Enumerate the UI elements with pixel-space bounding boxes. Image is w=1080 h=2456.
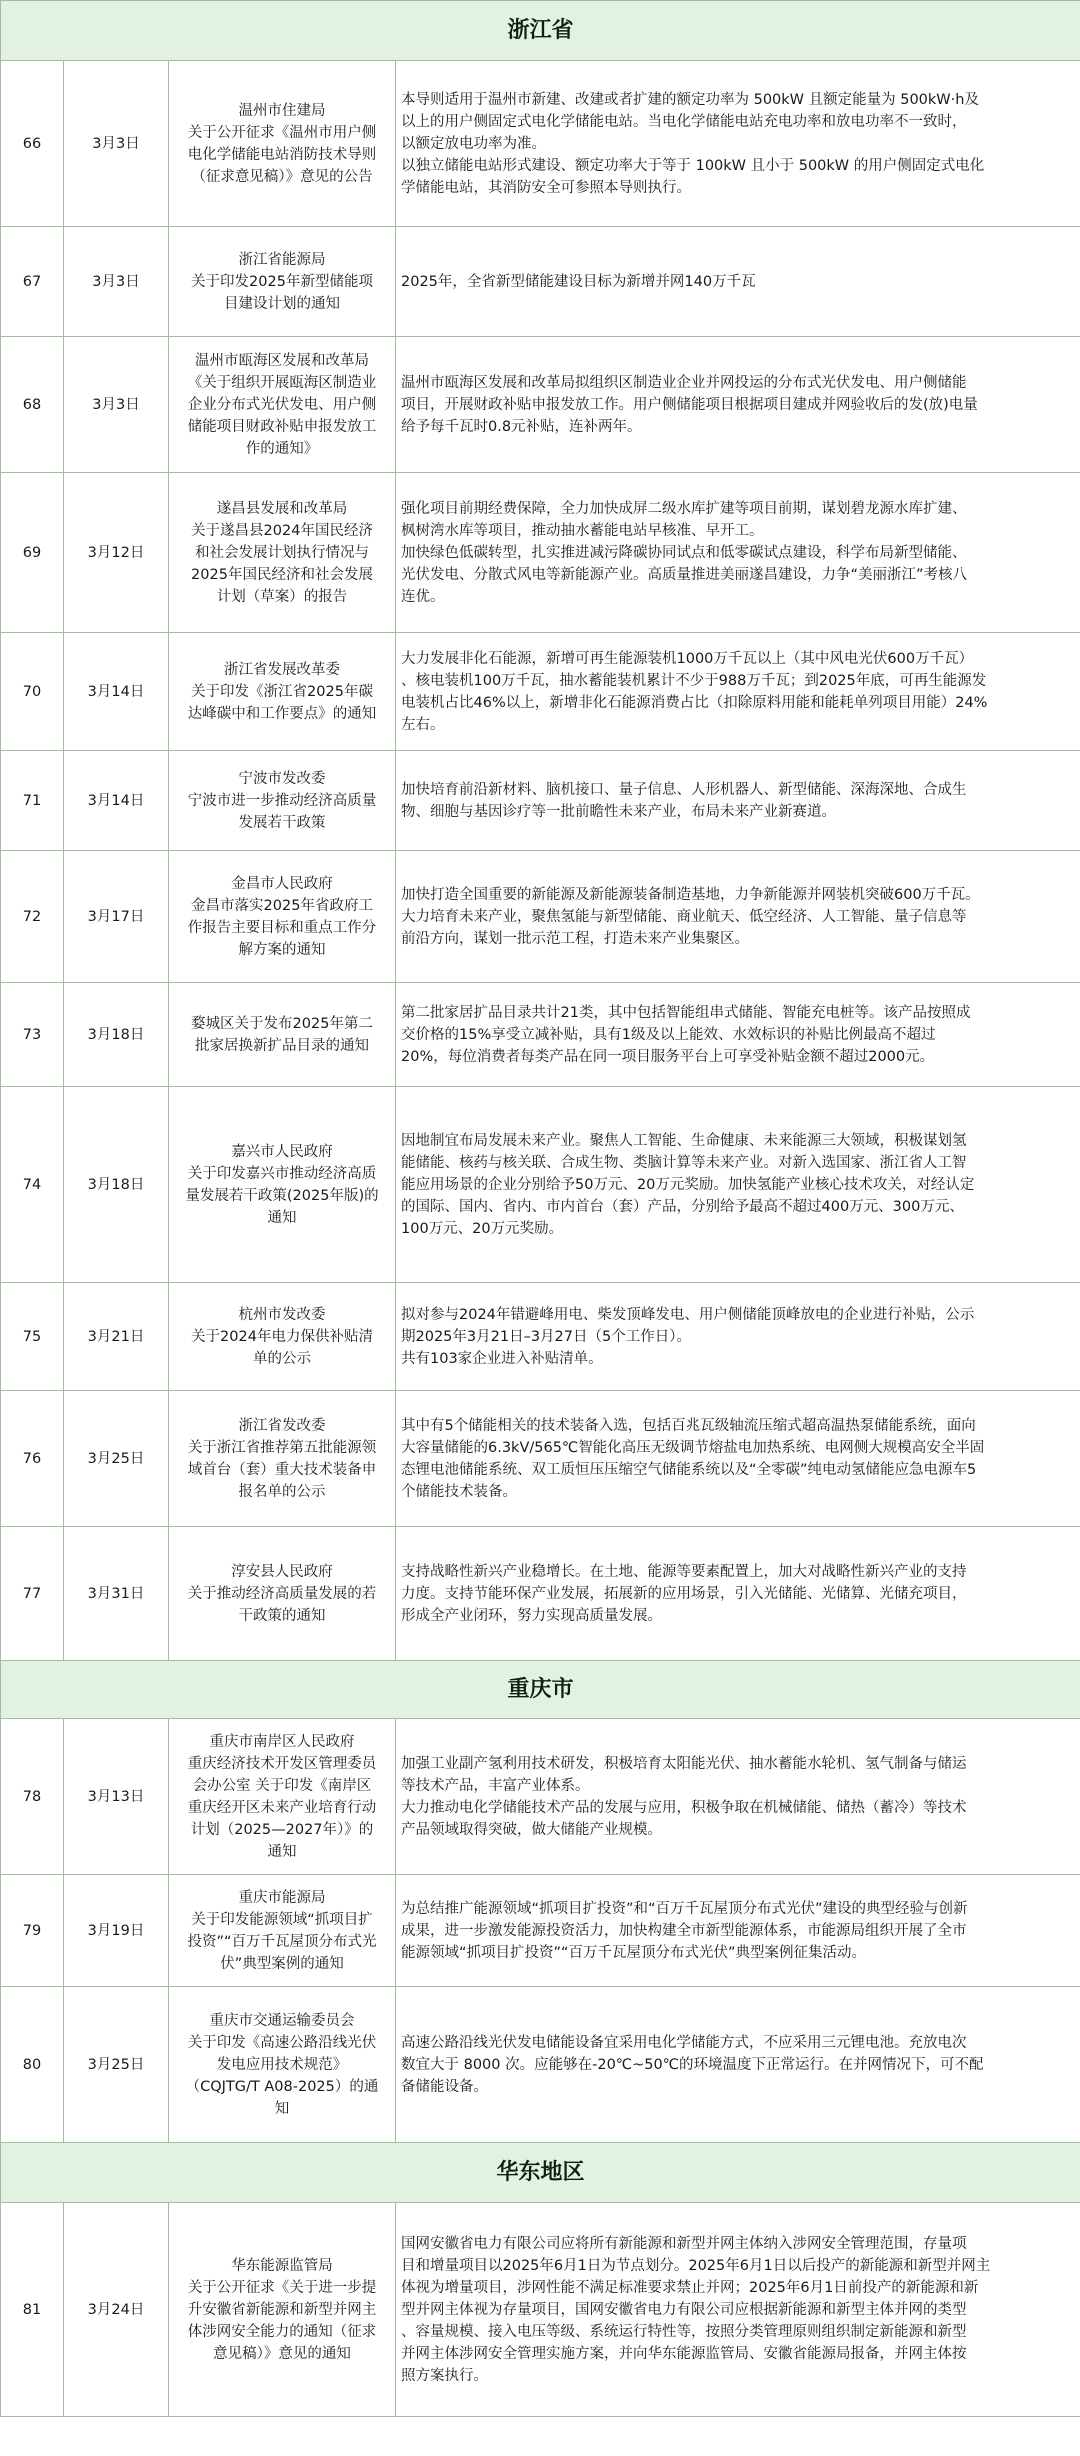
row-number: 71 bbox=[1, 751, 64, 851]
table-row bbox=[1, 61, 1080, 227]
row-date: 3月18日 bbox=[64, 1087, 169, 1283]
row-number: 79 bbox=[1, 1875, 64, 1987]
row-number: 66 bbox=[1, 61, 64, 227]
content-line: 前沿方向，谋划一批示范工程，打造未来产业集聚区。 bbox=[401, 930, 749, 947]
title-line: 伏”典型案例的通知 bbox=[220, 1955, 344, 1972]
title-line: 关于2024年电力保供补贴清 bbox=[191, 1328, 373, 1345]
title-line: 温州市住建局 bbox=[238, 102, 326, 119]
content-line: 大力推动电化学储能技术产品的发展与应用，积极争取在机械储能、储热（蓄冷）等技术 bbox=[401, 1799, 967, 1816]
table-row bbox=[1, 1283, 1080, 1391]
row-content bbox=[396, 1391, 1080, 1527]
title-line: 发电应用技术规范》 bbox=[216, 2056, 348, 2073]
title-line: 金昌市落实2025年省政府工 bbox=[191, 897, 373, 914]
table-row bbox=[1, 1391, 1080, 1527]
title-line: 投资”“百万千瓦屋顶分布式光 bbox=[187, 1933, 377, 1950]
row-title bbox=[169, 1987, 396, 2143]
content-line: 加强工业副产氢利用技术研发，积极培育太阳能光伏、抽水蓄能水轮机、氢气制备与储运 bbox=[401, 1755, 967, 1772]
title-line: 体涉网安全能力的通知（征求 bbox=[187, 2323, 377, 2340]
content-line: 拟对参与2024年错避峰用电、柴发顶峰发电、用户侧储能顶峰放电的企业进行补贴，公示 bbox=[401, 1306, 975, 1323]
content-line: 成果，进一步激发能源投资活力，加快构建全市新型能源体系，市能源局组织开展了全市 bbox=[401, 1922, 967, 1939]
row-content bbox=[396, 983, 1080, 1087]
title-line: 作的通知》 bbox=[245, 440, 319, 457]
row-date: 3月3日 bbox=[64, 61, 169, 227]
row-content bbox=[396, 633, 1080, 751]
row-content bbox=[396, 1283, 1080, 1391]
content-line: 能源领域“抓项目扩投资”“百万千瓦屋顶分布式光伏”典型案例征集活动。 bbox=[401, 1944, 867, 1961]
content-line: 光伏发电、分散式风电等新能源产业。高质量推进美丽遂昌建设，力争“美丽浙江”考核八 bbox=[401, 566, 968, 583]
content-line: 其中有5个储能相关的技术装备入选，包括百兆瓦级轴流压缩式超高温热泵储能系统，面向 bbox=[401, 1417, 976, 1434]
title-line: 关于印发2025年新型储能项 bbox=[191, 273, 373, 290]
content-line: 体视为增量项目，涉网性能不满足标准要求禁止并网；2025年6月1日前投产的新能源和新 bbox=[401, 2279, 979, 2296]
title-line: 关于公开征求《关于进一步提 bbox=[187, 2279, 377, 2296]
content-line: 国网安徽省电力有限公司应将所有新能源和新型并网主体纳入涉网安全管理范围，存量项 bbox=[401, 2235, 967, 2252]
row-date: 3月25日 bbox=[64, 1987, 169, 2143]
title-line: 通知 bbox=[267, 1209, 297, 1226]
title-line: 计划（草案）的报告 bbox=[216, 588, 348, 605]
content-line: 态锂电池储能系统、双工质恒压压缩空气储能系统以及“全零碳”纯电动氢储能应急电源车5 bbox=[401, 1461, 977, 1478]
row-title bbox=[169, 1527, 396, 1661]
row-number: 67 bbox=[1, 227, 64, 337]
row-content bbox=[396, 751, 1080, 851]
title-line: 会办公室 关于印发《南岸区 bbox=[192, 1777, 372, 1794]
title-line: 杭州市发改委 bbox=[238, 1306, 326, 1323]
row-title bbox=[169, 1391, 396, 1527]
title-line: 量发展若干政策(2025年版)的 bbox=[185, 1187, 379, 1204]
row-number: 75 bbox=[1, 1283, 64, 1391]
title-line: 意见稿）》意见的通知 bbox=[213, 2345, 351, 2362]
content-line: 加快打造全国重要的新能源及新能源装备制造基地，力争新能源并网装机突破600万千瓦。 bbox=[401, 886, 980, 903]
row-number: 74 bbox=[1, 1087, 64, 1283]
content-line: 100万元、20万元奖励。 bbox=[401, 1220, 564, 1237]
row-number: 68 bbox=[1, 337, 64, 473]
content-line: 20%，每位消费者每类产品在同一项目服务平台上可享受补贴金额不超过2000元。 bbox=[401, 1048, 935, 1065]
row-content bbox=[396, 851, 1080, 983]
row-content bbox=[396, 1087, 1080, 1283]
row-number: 69 bbox=[1, 473, 64, 633]
row-date: 3月24日 bbox=[64, 2203, 169, 2417]
content-line: 型并网主体视为存量项目，国网安徽省电力有限公司应根据新能源和新型主体并网的类型 bbox=[401, 2301, 967, 2318]
row-date: 3月3日 bbox=[64, 227, 169, 337]
row-number: 73 bbox=[1, 983, 64, 1087]
title-line: 关于印发能源领域“抓项目扩 bbox=[191, 1911, 373, 1928]
table-body bbox=[1, 1, 1080, 2417]
title-line: （CQJTG/T A08-2025）的通 bbox=[185, 2078, 379, 2095]
content-line: 大容量储能的6.3kV/565℃智能化高压无级调节熔盐电加热系统、电网侧大规模高安全半固 bbox=[401, 1439, 985, 1456]
content-line: 产品领域取得突破，做大储能产业规模。 bbox=[401, 1821, 662, 1838]
title-line: 浙江省能源局 bbox=[238, 251, 326, 268]
title-line: 重庆经开区未来产业培育行动 bbox=[187, 1799, 377, 1816]
section-title: 浙江省 bbox=[1, 1, 1080, 61]
title-line: 关于推动经济高质量发展的若 bbox=[187, 1585, 377, 1602]
row-content bbox=[396, 473, 1080, 633]
row-title bbox=[169, 337, 396, 473]
content-line: 能储能、核药与核关联、合成生物、类脑计算等未来产业。对新入选国家、浙江省人工智 bbox=[401, 1154, 967, 1171]
row-title bbox=[169, 983, 396, 1087]
row-content bbox=[396, 1719, 1080, 1875]
title-line: 关于遂昌县2024年国民经济 bbox=[191, 522, 373, 539]
title-line: 目建设计划的通知 bbox=[224, 295, 340, 312]
title-line: 批家居换新扩品目录的通知 bbox=[195, 1037, 369, 1054]
row-number: 80 bbox=[1, 1987, 64, 2143]
content-line: 等技术产品，丰富产业体系。 bbox=[401, 1777, 590, 1794]
content-line: 目和增量项目以2025年6月1日为节点划分。2025年6月1日以后投产的新能源和新型并网主 bbox=[401, 2257, 991, 2274]
table-row bbox=[1, 983, 1080, 1087]
title-line: 重庆市南岸区人民政府 bbox=[209, 1733, 355, 1750]
title-line: 金昌市人民政府 bbox=[231, 875, 333, 892]
table-row bbox=[1, 473, 1080, 633]
row-number: 72 bbox=[1, 851, 64, 983]
row-title bbox=[169, 2203, 396, 2417]
title-line: 关于印发《浙江省2025年碳 bbox=[191, 683, 373, 700]
title-line: 2025年国民经济和社会发展 bbox=[191, 566, 373, 583]
content-line: 温州市瓯海区发展和改革局拟组织区制造业企业并网投运的分布式光伏发电、用户侧储能 bbox=[401, 374, 967, 391]
row-content bbox=[396, 227, 1080, 337]
title-line: 报名单的公示 bbox=[238, 1483, 326, 1500]
table-row bbox=[1, 1875, 1080, 1987]
title-line: 关于印发嘉兴市推动经济高质 bbox=[187, 1165, 377, 1182]
title-line: 干政策的通知 bbox=[238, 1607, 326, 1624]
title-line: 华东能源监管局 bbox=[231, 2257, 333, 2274]
row-title bbox=[169, 473, 396, 633]
content-line: 照方案执行。 bbox=[401, 2367, 488, 2384]
content-line: 大力培育未来产业，聚焦氢能与新型储能、商业航天、低空经济、人工智能、量子信息等 bbox=[401, 908, 967, 925]
title-line: 电化学储能电站消防技术导则 bbox=[187, 146, 377, 163]
row-date: 3月13日 bbox=[64, 1719, 169, 1875]
content-line: 枫树湾水库等项目，推动抽水蓄能电站早核准、早开工。 bbox=[401, 522, 764, 539]
row-title bbox=[169, 61, 396, 227]
title-line: 通知 bbox=[267, 1843, 297, 1860]
title-line: 重庆经济技术开发区管理委员 bbox=[187, 1755, 377, 1772]
content-line: 的国际、国内、省内、市内首台（套）产品，分别给予最高不超过400万元、300万元、 bbox=[401, 1198, 964, 1215]
title-line: 遂昌县发展和改革局 bbox=[216, 500, 348, 517]
table-row bbox=[1, 1987, 1080, 2143]
title-line: 和社会发展计划执行情况与 bbox=[195, 544, 369, 561]
title-line: 淳安县人民政府 bbox=[231, 1563, 333, 1580]
content-line: 本导则适用于温州市新建、改建或者扩建的额定功率为 500kW 且额定能量为 500kW·h及 bbox=[401, 91, 979, 108]
row-date: 3月21日 bbox=[64, 1283, 169, 1391]
row-content bbox=[396, 1875, 1080, 1987]
row-title bbox=[169, 1875, 396, 1987]
content-line: 交价格的15%享受立减补贴，具有1级及以上能效、水效标识的补贴比例最高不超过 bbox=[401, 1026, 936, 1043]
title-line: 单的公示 bbox=[253, 1350, 311, 1367]
content-line: 高速公路沿线光伏发电储能设备宜采用电化学储能方式，不应采用三元锂电池。充放电次 bbox=[401, 2034, 967, 2051]
title-line: 宁波市进一步推动经济高质量 bbox=[187, 792, 377, 809]
row-content bbox=[396, 61, 1080, 227]
content-line: 形成全产业闭环，努力实现高质量发展。 bbox=[401, 1607, 662, 1624]
section-title: 华东地区 bbox=[1, 2143, 1080, 2203]
content-line: 连优。 bbox=[401, 588, 445, 605]
row-content bbox=[396, 2203, 1080, 2417]
row-content bbox=[396, 1987, 1080, 2143]
table-row bbox=[1, 633, 1080, 751]
title-line: 宁波市发改委 bbox=[238, 770, 326, 787]
content-line: 、容量规模、接入电压等级、系统运行特性等，按照分类管理原则组织制定新能源和新型 bbox=[401, 2323, 967, 2340]
title-line: 计划（2025—2027年）》的 bbox=[190, 1821, 374, 1838]
content-line: 加快培育前沿新材料、脑机接口、量子信息、人形机器人、新型储能、深海深地、合成生 bbox=[401, 781, 967, 798]
content-line: 以额定放电功率为准。 bbox=[401, 135, 546, 152]
title-line: 嘉兴市人民政府 bbox=[231, 1143, 333, 1160]
row-date: 3月18日 bbox=[64, 983, 169, 1087]
title-line: 关于公开征求《温州市用户侧 bbox=[187, 124, 377, 141]
title-line: 发展若干政策 bbox=[238, 814, 326, 831]
title-line: 关于浙江省推荐第五批能源领 bbox=[187, 1439, 377, 1456]
content-line: 加快绿色低碳转型，扎实推进减污降碳协同试点和低零碳试点建设，科学布局新型储能、 bbox=[401, 544, 967, 561]
row-content bbox=[396, 337, 1080, 473]
content-line: 个储能技术装备。 bbox=[401, 1483, 517, 1500]
section-title: 重庆市 bbox=[1, 1661, 1080, 1719]
row-title bbox=[169, 751, 396, 851]
content-line: 力度。支持节能环保产业发展，拓展新的应用场景，引入光储能、光储算、光储充项目， bbox=[401, 1585, 967, 1602]
table-row bbox=[1, 1719, 1080, 1875]
row-date: 3月17日 bbox=[64, 851, 169, 983]
section-header-chongqing bbox=[1, 1661, 1080, 1719]
table-row bbox=[1, 851, 1080, 983]
row-title bbox=[169, 1283, 396, 1391]
title-line: 达峰碳中和工作要点》的通知 bbox=[187, 705, 377, 722]
title-line: 知 bbox=[274, 2100, 290, 2117]
content-line: 学储能电站，其消防安全可参照本导则执行。 bbox=[401, 179, 691, 196]
content-line: 为总结推广能源领域“抓项目扩投资”和“百万千瓦屋顶分布式光伏”建设的典型经验与创新 bbox=[401, 1900, 968, 1917]
row-title bbox=[169, 1719, 396, 1875]
content-line: 项目，开展财政补贴申报发放工作。用户侧储能项目根据项目建成并网验收后的发(放)电量 bbox=[401, 396, 978, 413]
row-number: 77 bbox=[1, 1527, 64, 1661]
table-row bbox=[1, 337, 1080, 473]
content-line: 备储能设备。 bbox=[401, 2078, 488, 2095]
title-line: 重庆市交通运输委员会 bbox=[209, 2012, 355, 2029]
row-title bbox=[169, 227, 396, 337]
section-header-zhejiang bbox=[1, 1, 1080, 61]
row-date: 3月3日 bbox=[64, 337, 169, 473]
content-line: 左右。 bbox=[401, 716, 445, 733]
content-line: 2025年，全省新型储能建设目标为新增并网140万千瓦 bbox=[401, 273, 756, 290]
row-title bbox=[169, 851, 396, 983]
table-row bbox=[1, 1087, 1080, 1283]
content-line: 以独立储能电站形式建设、额定功率大于等于 100kW 且小于 500kW 的用户侧固定式电化 bbox=[401, 157, 985, 174]
content-line: 因地制宜布局发展未来产业。聚焦人工智能、生命健康、未来能源三大领域，积极谋划氢 bbox=[401, 1132, 967, 1149]
section-header-east-china bbox=[1, 2143, 1080, 2203]
content-line: 电装机占比46%以上，新增非化石能源消费占比（扣除原料用能和能耗单列项目用能）24% bbox=[401, 694, 988, 711]
content-line: 期2025年3月21日–3月27日（5个工作日）。 bbox=[401, 1328, 691, 1345]
content-line: 、核电装机100万千瓦，抽水蓄能装机累计不少于988万千瓦；到2025年底，可再生能源发 bbox=[401, 672, 987, 689]
content-line: 物、细胞与基因诊疗等一批前瞻性未来产业，布局未来产业新赛道。 bbox=[401, 803, 836, 820]
title-line: 储能项目财政补贴申报发放工 bbox=[187, 418, 377, 435]
title-line: 升安徽省新能源和新型并网主 bbox=[187, 2301, 377, 2318]
table-row bbox=[1, 1527, 1080, 1661]
row-date: 3月12日 bbox=[64, 473, 169, 633]
title-line: （征求意见稿）》意见的公告 bbox=[191, 168, 373, 185]
row-title bbox=[169, 633, 396, 751]
row-number: 81 bbox=[1, 2203, 64, 2417]
content-line: 并网主体涉网安全管理实施方案，并向华东能源监管局、安徽省能源局报备，并网主体按 bbox=[401, 2345, 967, 2362]
title-line: 温州市瓯海区发展和改革局 bbox=[195, 352, 369, 369]
row-date: 3月14日 bbox=[64, 751, 169, 851]
content-line: 大力发展非化石能源，新增可再生能源装机1000万千瓦以上（其中风电光伏600万千瓦） bbox=[401, 650, 974, 667]
content-line: 支持战略性新兴产业稳增长。在土地、能源等要素配置上，加大对战略性新兴产业的支持 bbox=[401, 1563, 967, 1580]
row-number: 70 bbox=[1, 633, 64, 751]
title-line: 浙江省发展改革委 bbox=[224, 661, 340, 678]
title-line: 浙江省发改委 bbox=[238, 1417, 326, 1434]
title-line: 域首台（套）重大技术装备申 bbox=[187, 1461, 377, 1478]
row-number: 76 bbox=[1, 1391, 64, 1527]
content-line: 给予每千瓦时0.8元补贴，连补两年。 bbox=[401, 418, 642, 435]
content-line: 强化项目前期经费保障，全力加快成屏二级水库扩建等项目前期，谋划碧龙源水库扩建、 bbox=[401, 500, 967, 517]
row-date: 3月31日 bbox=[64, 1527, 169, 1661]
title-line: 关于印发《高速公路沿线光伏 bbox=[187, 2034, 377, 2051]
row-number: 78 bbox=[1, 1719, 64, 1875]
row-content bbox=[396, 1527, 1080, 1661]
table-row bbox=[1, 2203, 1080, 2417]
title-line: 婺城区关于发布2025年第二 bbox=[191, 1015, 373, 1032]
row-date: 3月19日 bbox=[64, 1875, 169, 1987]
title-line: 企业分布式光伏发电、用户侧 bbox=[187, 396, 377, 413]
title-line: 作报告主要目标和重点工作分 bbox=[187, 919, 377, 936]
table-row bbox=[1, 751, 1080, 851]
row-date: 3月25日 bbox=[64, 1391, 169, 1527]
title-line: 《关于组织开展瓯海区制造业 bbox=[187, 374, 377, 391]
content-line: 共有103家企业进入补贴清单。 bbox=[401, 1350, 603, 1367]
title-line: 重庆市能源局 bbox=[238, 1889, 326, 1906]
content-line: 能应用场景的企业分别给予50万元、20万元奖励。加快氢能产业核心技术攻关，对经认定 bbox=[401, 1176, 975, 1193]
table-row bbox=[1, 227, 1080, 337]
title-line: 解方案的通知 bbox=[238, 941, 326, 958]
row-title bbox=[169, 1087, 396, 1283]
content-line: 第二批家居扩品目录共计21类，其中包括智能组串式储能、智能充电桩等。该产品按照成 bbox=[401, 1004, 971, 1021]
content-line: 数宜大于 8000 次。应能够在-20℃~50℃的环境温度下正常运行。在并网情况下，可不配 bbox=[401, 2056, 984, 2073]
content-line: 以上的用户侧固定式电化学储能电站。当电化学储能电站充电功率和放电功率不一致时， bbox=[401, 113, 967, 130]
row-date: 3月14日 bbox=[64, 633, 169, 751]
